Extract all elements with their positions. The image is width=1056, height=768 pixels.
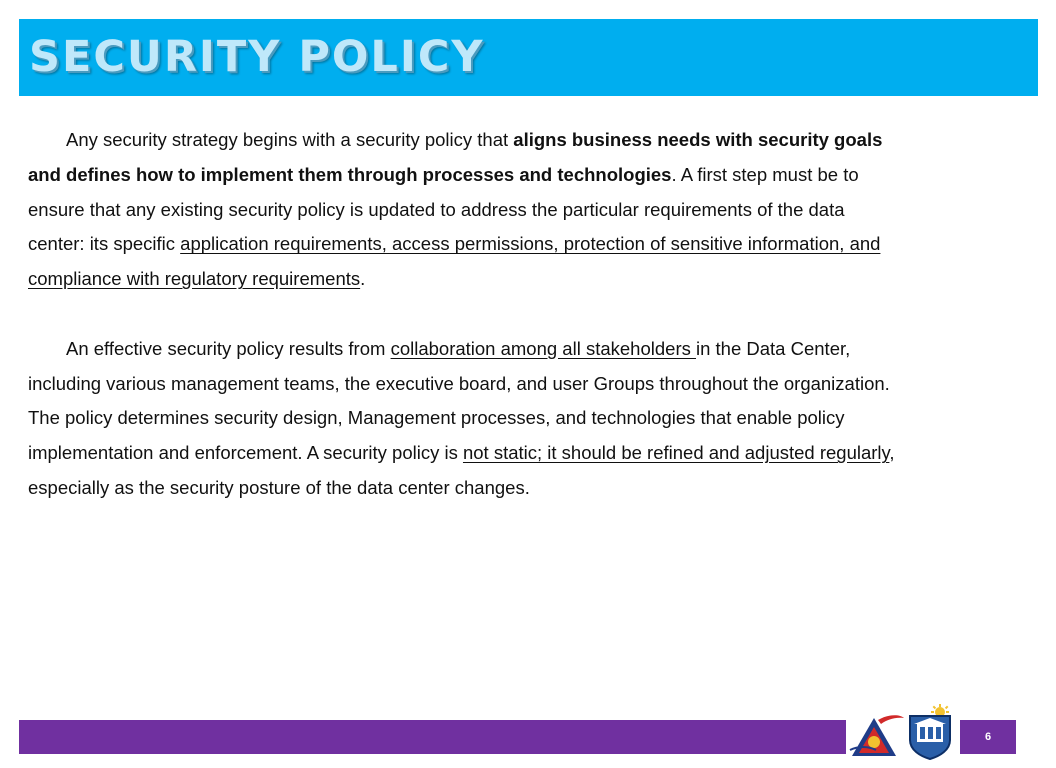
text-segment: . A first step must be to ensure that any existing security policy is updated to address the particular requirements of the data center: its specific <box>28 163 859 255</box>
text-segment-underlined: application requirements, access permissions, protection of sensitive information, and compliance with regulatory requirements <box>28 233 881 290</box>
text-segment: in the Data Center, including various management teams, the executive board, and user Groups throughout the organization. The policy determines security design, Management processes, and technologies that enable policy implementation and enforcement. A security policy is <box>28 337 890 464</box>
footer-bar <box>19 720 846 754</box>
page-number-box <box>960 720 1016 754</box>
paragraph-collaboration <box>28 332 898 506</box>
text-segment-underlined: not static; it should be refined and adjusted regularly <box>462 442 890 464</box>
text-segment-underlined: collaboration among all stakeholders <box>390 337 696 359</box>
school-shield-icon <box>904 704 958 760</box>
text-segment: . <box>360 268 366 290</box>
text-segment: , especially as the security posture of the data center changes. <box>28 442 895 498</box>
text-segment-bold: aligns business needs with security goals and defines how to implement them through processes and technologies <box>28 129 883 185</box>
slide-body <box>28 123 898 506</box>
triangle-emblem-icon <box>848 712 906 760</box>
paragraph-strategy <box>28 123 898 297</box>
text-segment: Any security strategy begins with a security policy that <box>66 129 514 150</box>
page-number: 6 <box>984 731 992 743</box>
slide-title: SECURITY POLICY <box>29 32 485 82</box>
title-banner <box>19 19 1038 96</box>
text-segment: An effective security policy results from <box>66 337 391 359</box>
